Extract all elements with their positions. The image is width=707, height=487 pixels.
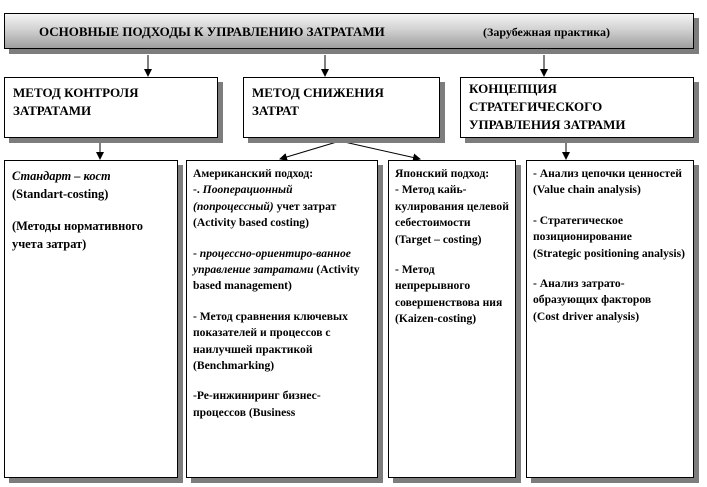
japanese-item-target-en: (Target – costing) (395, 232, 482, 246)
standard-costing-english: (Standart-costing) (12, 187, 109, 201)
method-strategic-line3: УПРАВЛЕНИЯ ЗАТРАМИ (469, 117, 626, 132)
strategic-item-positioning-en: (Strategic positioning analysis) (533, 246, 686, 260)
method-strategic-line1: КОНЦЕПЦИЯ (469, 81, 557, 96)
strategic-item-cost-driver-en: (Cost driver analysis) (533, 309, 640, 323)
american-item-benchmarking: - Метод сравнения ключевых показателей и процессов с наилучшей практикой (Benchmarking) (193, 309, 348, 373)
method-reduction-line1: МЕТОД СНИЖЕНИЯ (252, 85, 384, 100)
american-item-abc: -. Пооперационный (попроцессный) учет затрат (193, 183, 337, 213)
american-approach-box (186, 160, 378, 478)
american-item-reengineering: -Ре-инжиниринг бизнес-процессов (Business (193, 389, 321, 419)
strategic-item-positioning: - Стратегическое позиционирование (533, 213, 632, 244)
strategic-item-value-chain: - Анализ цепочки ценностей (533, 167, 682, 180)
method-strategic-box (460, 77, 694, 138)
american-header: Американский подход: (193, 167, 314, 180)
title-banner (4, 13, 694, 49)
arrow-reduction-to-american (280, 141, 340, 159)
method-reduction-box (243, 77, 440, 138)
japanese-item-kaizen-en: (Kaizen-costing) (395, 312, 477, 326)
standard-costing-name: Стандарт – кост (12, 169, 111, 183)
method-control-line1: МЕТОД КОНТРОЛЯ (13, 85, 139, 100)
method-strategic-line2: СТРАТЕГИЧЕСКОГО (469, 99, 603, 114)
method-control-box (4, 77, 218, 138)
japanese-item-target: - Метод кайь-кулирования целевой себестоимости (395, 183, 509, 230)
method-control-line2: ЗАТРАТАМИ (13, 103, 92, 118)
banner-subtitle: (Зарубежная практика) (483, 25, 611, 39)
american-item-abm: - процессно-ориентиро-ванное управление затратами (Activity based management) (193, 246, 360, 293)
japanese-approach-box (388, 160, 516, 478)
strategic-analysis-box (526, 160, 694, 478)
japanese-header: Японский подход: (395, 167, 490, 180)
arrow-reduction-to-japanese (340, 141, 420, 159)
american-item-abc-en: (Activity based costing) (193, 216, 309, 230)
standard-costing-box (4, 160, 178, 478)
japanese-item-kaizen: - Метод непрерывного совершенствова ния (395, 263, 503, 309)
banner-title: ОСНОВНЫЕ ПОДХОДЫ К УПРАВЛЕНИЮ ЗАТРАТАМИ (39, 24, 385, 39)
strategic-item-value-chain-en: (Value chain analysis) (533, 183, 641, 197)
standard-costing-note: (Методы нормативного учета затрат) (12, 219, 143, 251)
method-reduction-line2: ЗАТРАТ (252, 103, 299, 118)
strategic-item-cost-driver: - Анализ затрато-образующих факторов (533, 277, 652, 307)
